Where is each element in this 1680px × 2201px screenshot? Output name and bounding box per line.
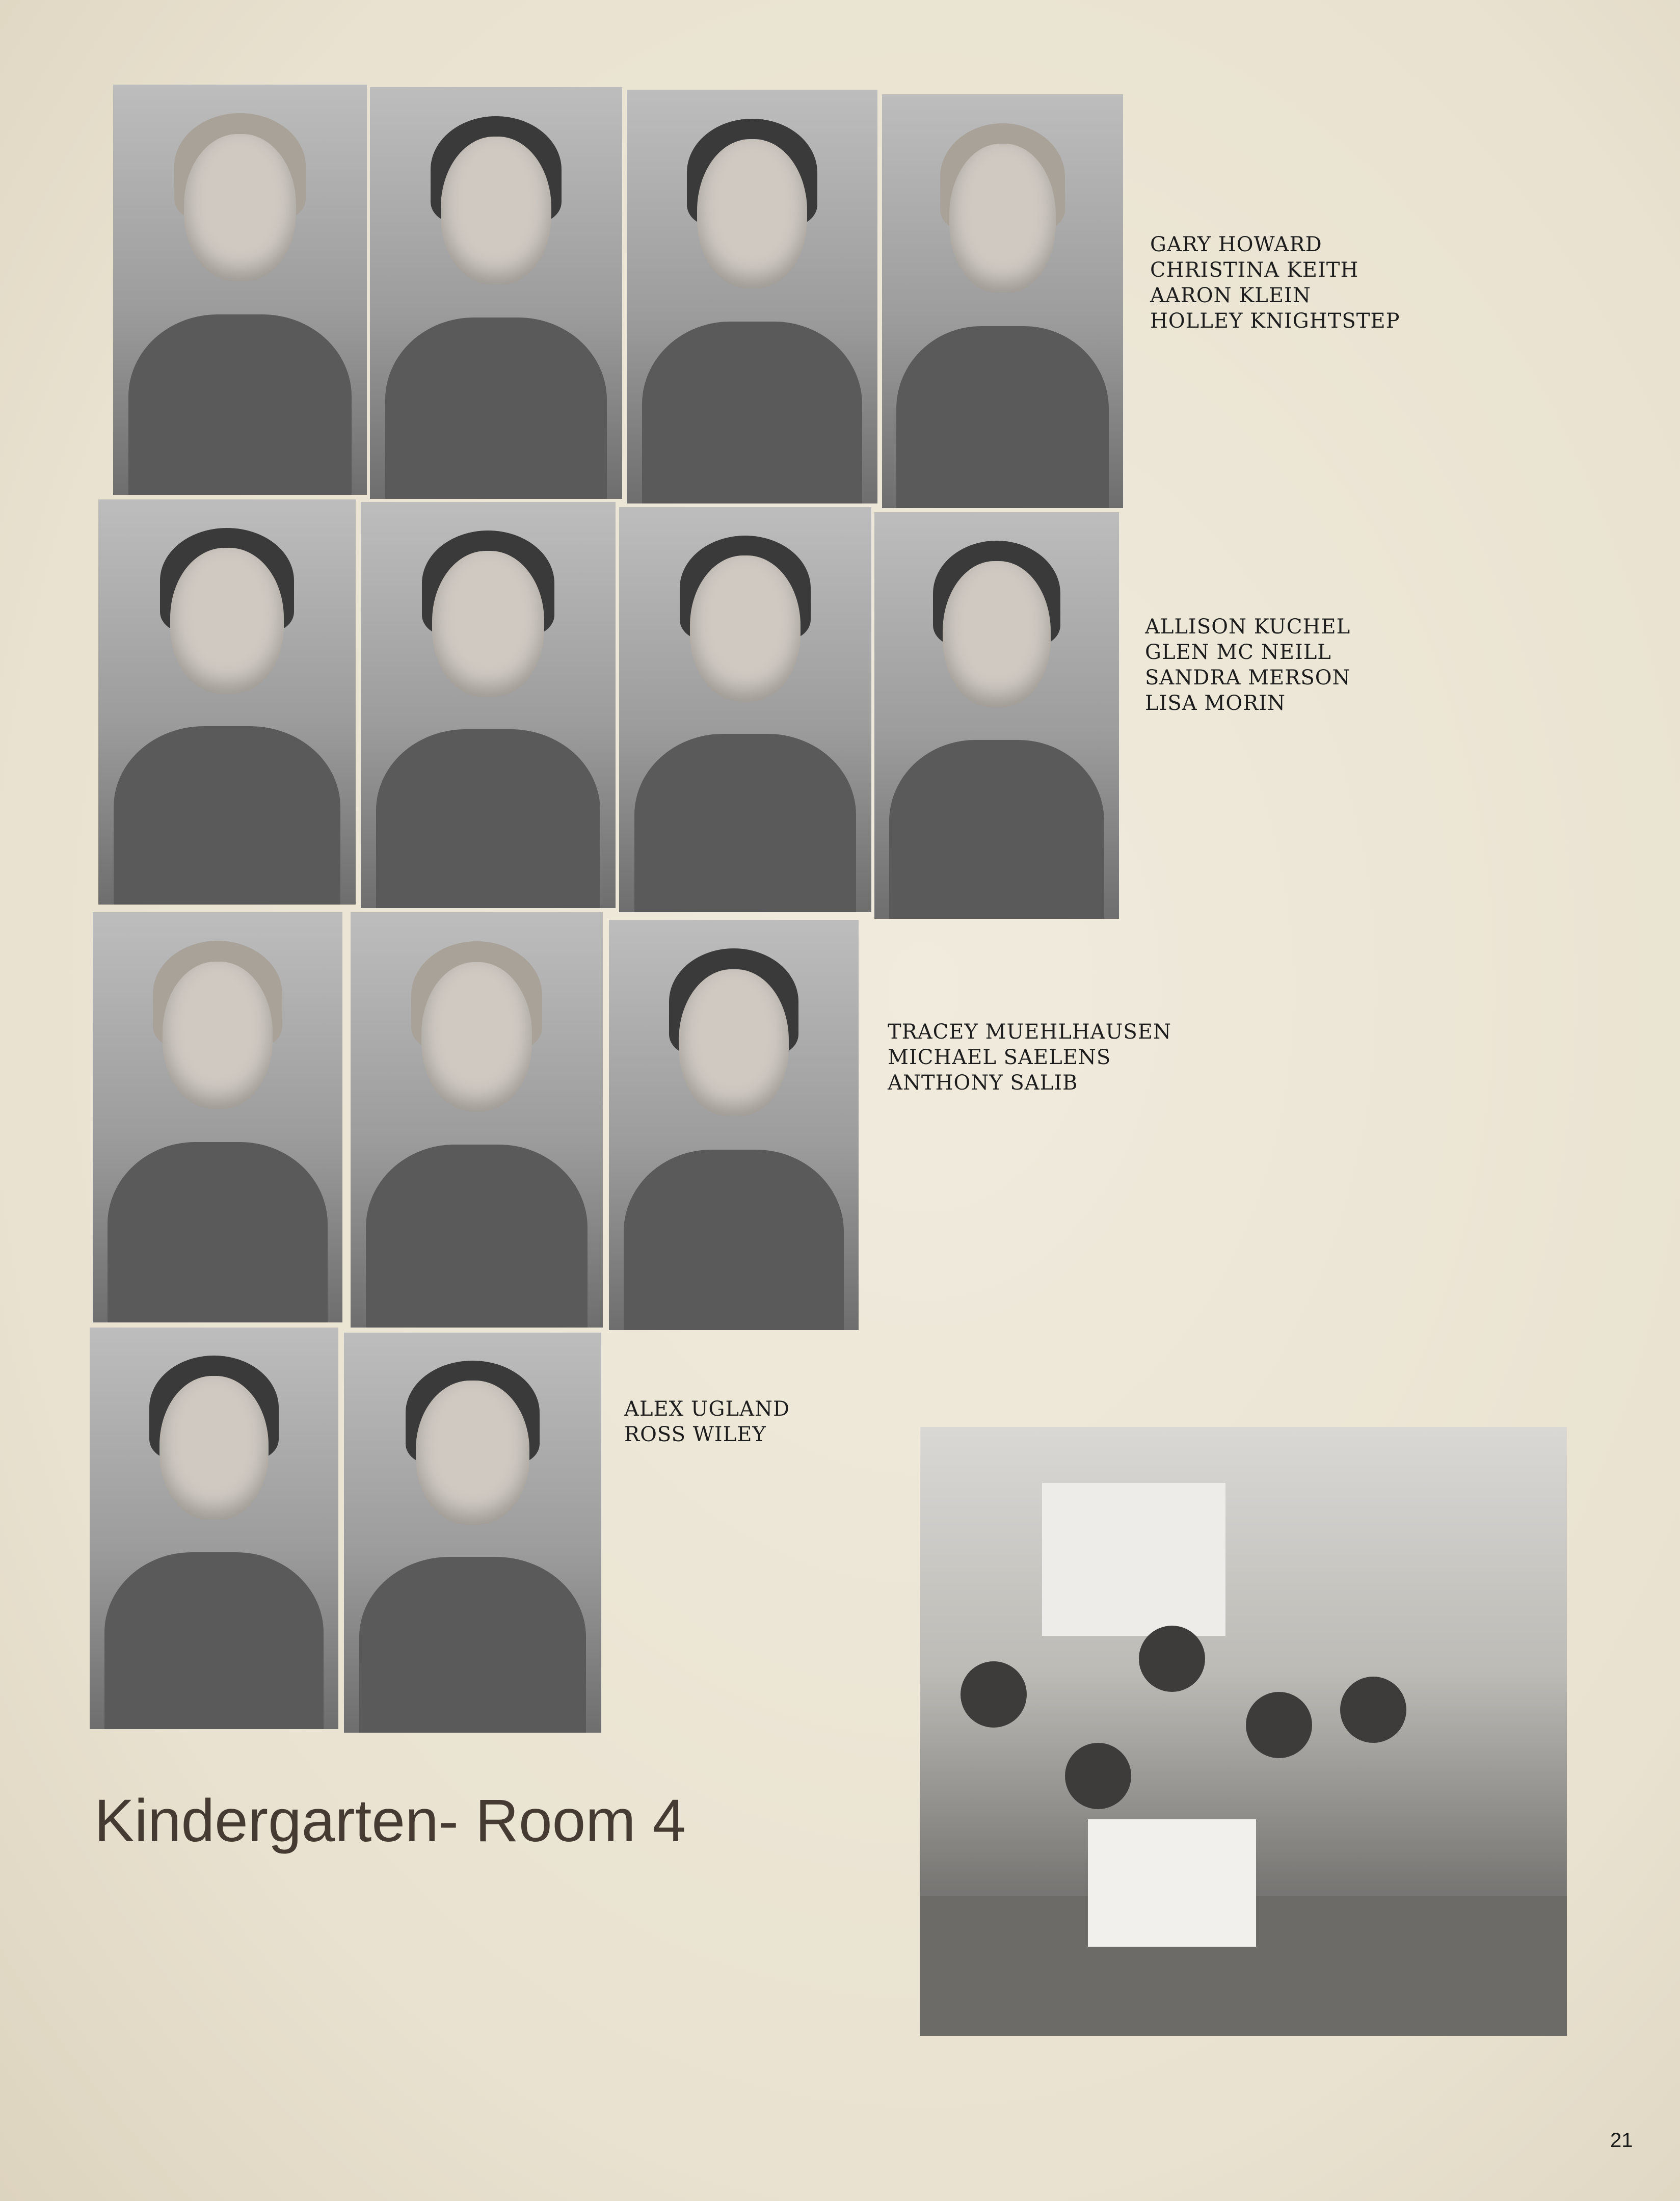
row1-names [1150,232,1400,334]
classroom-photo [920,1427,1567,2036]
classroom-child [1246,1692,1312,1758]
portrait-lisa-morin [874,512,1119,919]
classroom-drawing-paper [1088,1819,1256,1947]
name-aaron-klein: AARON KLEIN [1150,284,1311,307]
portrait-alex-ugland [90,1328,338,1729]
page-title: Kindergarten- Room 4 [94,1787,686,1854]
portrait-gary-howard [113,85,367,495]
name-gary-howard: GARY HOWARD [1150,233,1322,256]
name-michael-saelens: MICHAEL SAELENS [888,1046,1111,1069]
name-lisa-morin: LISA MORIN [1145,692,1286,715]
classroom-child [961,1661,1027,1728]
name-christina-keith: CHRISTINA KEITH [1150,258,1359,282]
name-allison-kuchel: ALLISON KUCHEL [1145,615,1351,639]
classroom-child [1340,1677,1406,1743]
portrait-anthony-salib [609,920,859,1330]
name-anthony-salib: ANTHONY SALIB [888,1071,1078,1095]
name-ross-wiley: ROSS WILEY [624,1423,766,1446]
classroom-child [1065,1743,1131,1809]
classroom-child [1139,1626,1205,1692]
portrait-holley-knightstep [882,94,1123,508]
name-glen-mc-neill: GLEN MC NEILL [1145,641,1331,664]
name-alex-ugland: ALEX UGLAND [624,1397,790,1421]
portrait-glen-mc-neill [361,502,616,908]
portrait-christina-keith [370,87,622,499]
portrait-ross-wiley [344,1333,601,1733]
classroom-bulletin-board [1042,1483,1225,1636]
name-holley-knightstep: HOLLEY KNIGHTSTEP [1150,309,1400,333]
portrait-michael-saelens [351,912,603,1328]
portrait-allison-kuchel [98,499,356,905]
portrait-sandra-merson [619,507,871,912]
row3-names [888,1019,1171,1096]
row4-names [624,1396,790,1447]
portrait-tracey-muehlhausen [93,912,342,1322]
portrait-aaron-klein [627,90,877,503]
name-tracey-muehlhausen: TRACEY MUEHLHAUSEN [888,1020,1172,1044]
page-number: 21 [1610,2129,1633,2152]
row2-names [1145,614,1351,716]
name-sandra-merson: SANDRA MERSON [1145,666,1351,690]
